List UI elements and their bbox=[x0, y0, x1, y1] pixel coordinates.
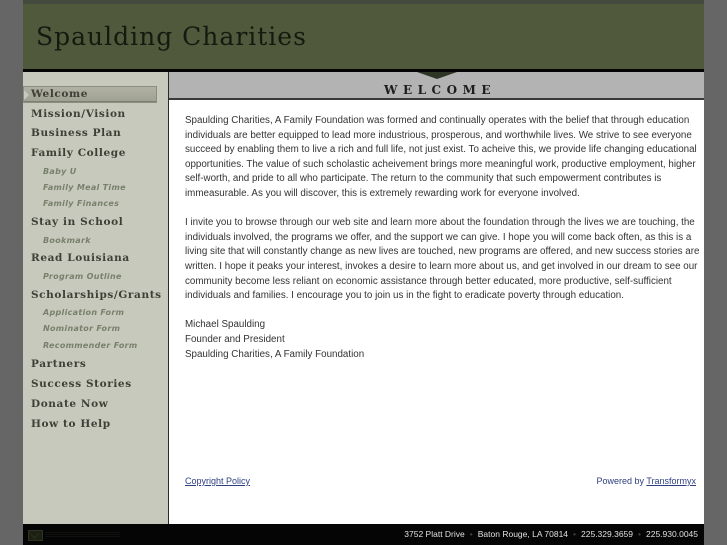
sidebar-item-read-louisiana[interactable]: Read Louisiana bbox=[31, 252, 130, 264]
sidebar-item-family-college[interactable]: Family College bbox=[31, 147, 126, 159]
sidebar-item-welcome[interactable]: Welcome bbox=[23, 86, 157, 103]
signature-title: Founder and President bbox=[185, 333, 285, 345]
page bbox=[23, 0, 704, 545]
separator: • bbox=[638, 529, 641, 539]
main-content bbox=[185, 114, 700, 362]
email-link-faded[interactable] bbox=[45, 532, 120, 538]
section-title-bar bbox=[169, 72, 704, 100]
mail-icon[interactable] bbox=[28, 530, 43, 541]
phone-number: 225.329.3659 bbox=[581, 529, 634, 539]
street-address: 3752 Platt Drive bbox=[404, 529, 465, 539]
separator: • bbox=[469, 529, 473, 539]
sidebar-subitem-baby-u[interactable]: Baby U bbox=[43, 167, 77, 176]
sidebar-item-stay-in-school[interactable]: Stay in School bbox=[31, 216, 124, 228]
sidebar-subitem-recommender-form[interactable]: Recommender Form bbox=[43, 341, 138, 350]
notch-decoration bbox=[417, 72, 457, 79]
sidebar-item-success-stories[interactable]: Success Stories bbox=[31, 378, 132, 390]
sidebar-item-how-to-help[interactable]: How to Help bbox=[31, 418, 111, 430]
sidebar-subitem-family-finances[interactable]: Family Finances bbox=[43, 199, 120, 208]
site-title[interactable]: Spaulding Charities bbox=[36, 22, 307, 51]
sidebar-subitem-application-form[interactable]: Application Form bbox=[43, 308, 125, 317]
fax-number: 225.930.0045 bbox=[646, 529, 698, 539]
signature-name: Michael Spaulding bbox=[185, 319, 266, 331]
header bbox=[23, 4, 704, 69]
sidebar-item-donate-now[interactable]: Donate Now bbox=[31, 398, 109, 410]
sidebar-subitem-program-outline[interactable]: Program Outline bbox=[43, 272, 122, 281]
footer-links bbox=[185, 476, 696, 486]
sidebar-nav bbox=[23, 72, 169, 524]
city-state-zip: Baton Rouge, LA 70814 bbox=[477, 529, 569, 539]
sidebar-item-mission-vision[interactable]: Mission/Vision bbox=[31, 108, 126, 120]
signature-org: Spaulding Charities, A Family Foundation bbox=[185, 348, 365, 360]
footer-bar bbox=[23, 524, 704, 545]
section-title: WELCOME bbox=[384, 83, 496, 97]
signature bbox=[185, 318, 700, 362]
transformyx-link[interactable]: Transformyx bbox=[646, 476, 696, 486]
sidebar-item-business-plan[interactable]: Business Plan bbox=[31, 127, 122, 139]
sidebar-item-partners[interactable]: Partners bbox=[31, 358, 87, 370]
intro-paragraph: Spaulding Charities, A Family Foundation was formed and continually operates with the belief that through education individuals are better equipped to lead more industrious, prosperous, and worthwhile lives. We strive to see everyone succeed by enabling them to live a rich and full life, not just exist. To acheive this, we provide life changing educational opportunities. The value of such scholastic acheivement brings more meaningful work, productive employment, higher self-worth, and pride to all who participate. The return to the community that such empowerment contributes is immeasurable. As you will discover, this is extremely rewarding work for everyone involved. bbox=[185, 115, 697, 199]
separator: • bbox=[573, 529, 577, 539]
sidebar-item-scholarships-grants[interactable]: Scholarships/Grants bbox=[31, 289, 162, 301]
powered-by bbox=[596, 476, 696, 486]
address-line bbox=[404, 529, 698, 539]
copyright-policy-link[interactable]: Copyright Policy bbox=[185, 476, 251, 486]
sidebar-subitem-bookmark[interactable]: Bookmark bbox=[43, 236, 91, 245]
invite-paragraph: I invite you to browse through our web site and learn more about the foundation through the lives we are touching, the individuals involved, the programs we offer, and the support we can give. I hope you will come back often, as this is a living site that will constantly change as new lives are touched, new programs are offered, and new success stories are written. I hope it peaks your interest, invokes a desire to learn more about us, and get involved in our dream to see our community become less reliant on economic assistance through better educated, more productive, self-sufficient individuals and families. I encourage you to join us in the fight to eradicate poverty through education. bbox=[185, 217, 700, 302]
powered-by-label: Powered by bbox=[596, 476, 644, 486]
sidebar-subitem-nominator-form[interactable]: Nominator Form bbox=[43, 324, 121, 333]
sidebar-subitem-family-meal-time[interactable]: Family Meal Time bbox=[43, 183, 126, 192]
